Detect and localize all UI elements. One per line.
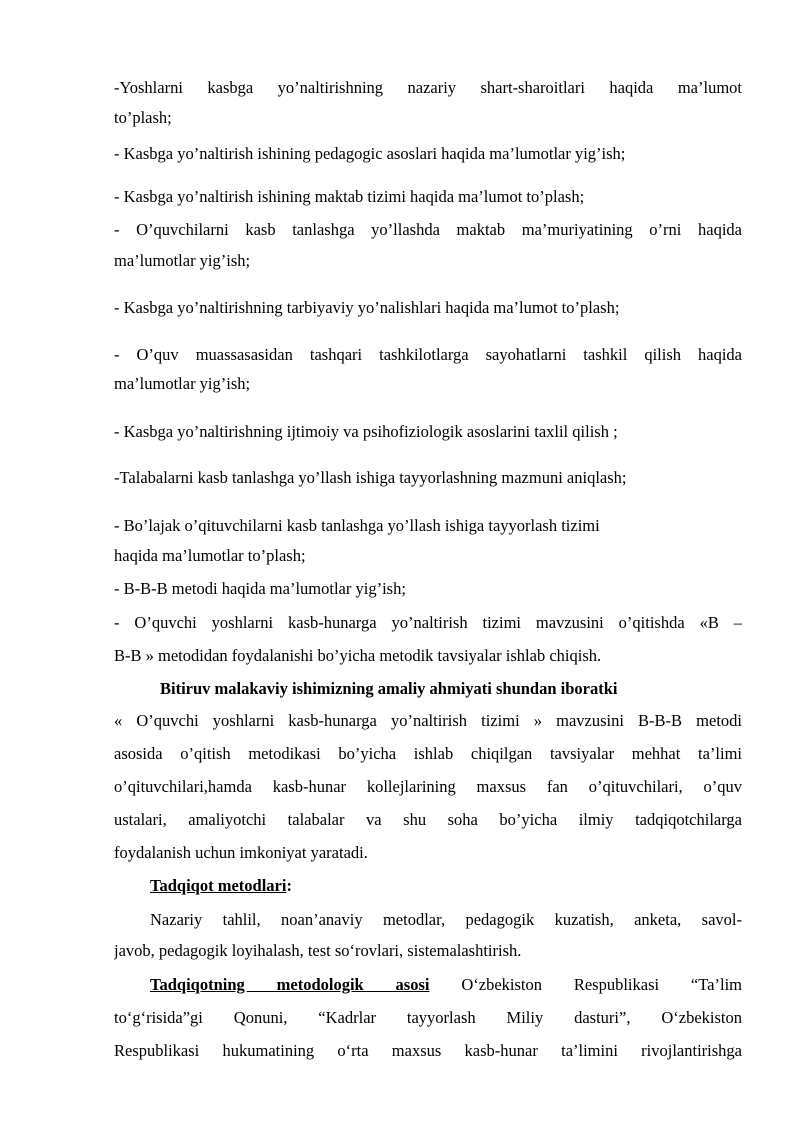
- paragraph-line: - O’quv muassasasidan tashqari tashkilotlarga sayohatlarni tashkil qilish haqida: [114, 345, 742, 364]
- paragraph-line: o’qituvchilari,hamda kasb-hunar kollejlarining maxsus fan o’qituvchilari, o’quv: [114, 777, 742, 796]
- paragraph-line: - Kasbga yo’naltirishning ijtimoiy va psihofiziologik asoslarini taxlil qilish ;: [114, 422, 618, 441]
- paragraph-line: - B-B-B metodi haqida ma’lumotlar yig’ish;: [114, 579, 406, 598]
- paragraph-line: B-B » metodidan foydalanishi bo’yicha metodik tavsiyalar ishlab chiqish.: [114, 646, 602, 665]
- paragraph-line: asosida o’qitish metodikasi bo’yicha ishlab chiqilgan tavsiyalar mehhat ta’limi: [114, 744, 742, 763]
- paragraph-line: to‘g‘risida”gi Qonuni, “Kadrlar tayyorlash Miliy dasturi”, O‘zbekiston: [114, 1008, 742, 1027]
- paragraph-line: - Kasbga yo’naltirish ishining pedagogic asoslari haqida ma’lumotlar yig’ish;: [114, 144, 626, 163]
- paragraph-line: Nazariy tahlil, noan’anaviy metodlar, pedagogik kuzatish, anketa, savol-: [150, 910, 742, 929]
- heading-colon: :: [286, 876, 292, 895]
- paragraph-line: foydalanish uchun imkoniyat yaratadi.: [114, 843, 368, 862]
- paragraph-line: ustalari, amaliyotchi talabalar va shu soha bo’yicha ilmiy tadqiqotchilarga: [114, 810, 742, 829]
- paragraph-line: ma’lumotlar yig’ish;: [114, 251, 251, 270]
- paragraph-line: javob, pedagogik loyihalash, test so‘rovlari, sistemalashtirish.: [114, 941, 522, 960]
- paragraph-line: Respublikasi hukumatining o‘rta maxsus kasb-hunar ta’limini rivojlantirishga: [114, 1041, 742, 1060]
- paragraph-line: - O’quvchilarni kasb tanlashga yo’llashda maktab ma’muriyatining o’rni haqida: [114, 220, 742, 239]
- paragraph-line: - Bo’lajak o’qituvchilarni kasb tanlashga yo’llash ishiga tayyorlash tizimi: [114, 516, 600, 535]
- paragraph-line: ma’lumotlar yig’ish;: [114, 374, 251, 393]
- paragraph-line: to’plash;: [114, 108, 172, 127]
- paragraph-line: -Yoshlarni kasbga yo’naltirishning nazariy shart-sharoitlari haqida ma’lumot: [114, 78, 742, 97]
- practical-significance-heading: Bitiruv malakaviy ishimizning amaliy ahmiyati shundan iboratki: [160, 679, 618, 698]
- paragraph-line: haqida ma’lumotlar to’plash;: [114, 546, 306, 565]
- paragraph-line: - Kasbga yo’naltirish ishining maktab tizimi haqida ma’lumot to’plash;: [114, 187, 585, 206]
- paragraph-line: - Kasbga yo’naltirishning tarbiyaviy yo’nalishlari haqida ma’lumot to’plash;: [114, 298, 620, 317]
- paragraph-line: - O’quvchi yoshlarni kasb-hunarga yo’naltirish tizimi mavzusini o’qitishda «B –: [114, 613, 742, 632]
- paragraph-line: « O’quvchi yoshlarni kasb-hunarga yo’naltirish tizimi » mavzusini B-B-B metodi: [114, 711, 742, 730]
- research-methods-heading: [150, 875, 742, 897]
- methodology-first-line: [150, 974, 742, 996]
- paragraph-text: O‘zbekiston Respublikasi “Ta’lim: [461, 975, 742, 994]
- paragraph-line: -Talabalarni kasb tanlashga yo’llash ishiga tayyorlashning mazmuni aniqlash;: [114, 468, 627, 487]
- section-heading-text: Tadqiqotning metodologik asosi: [150, 975, 430, 994]
- section-heading-text: Tadqiqot metodlari: [150, 876, 287, 895]
